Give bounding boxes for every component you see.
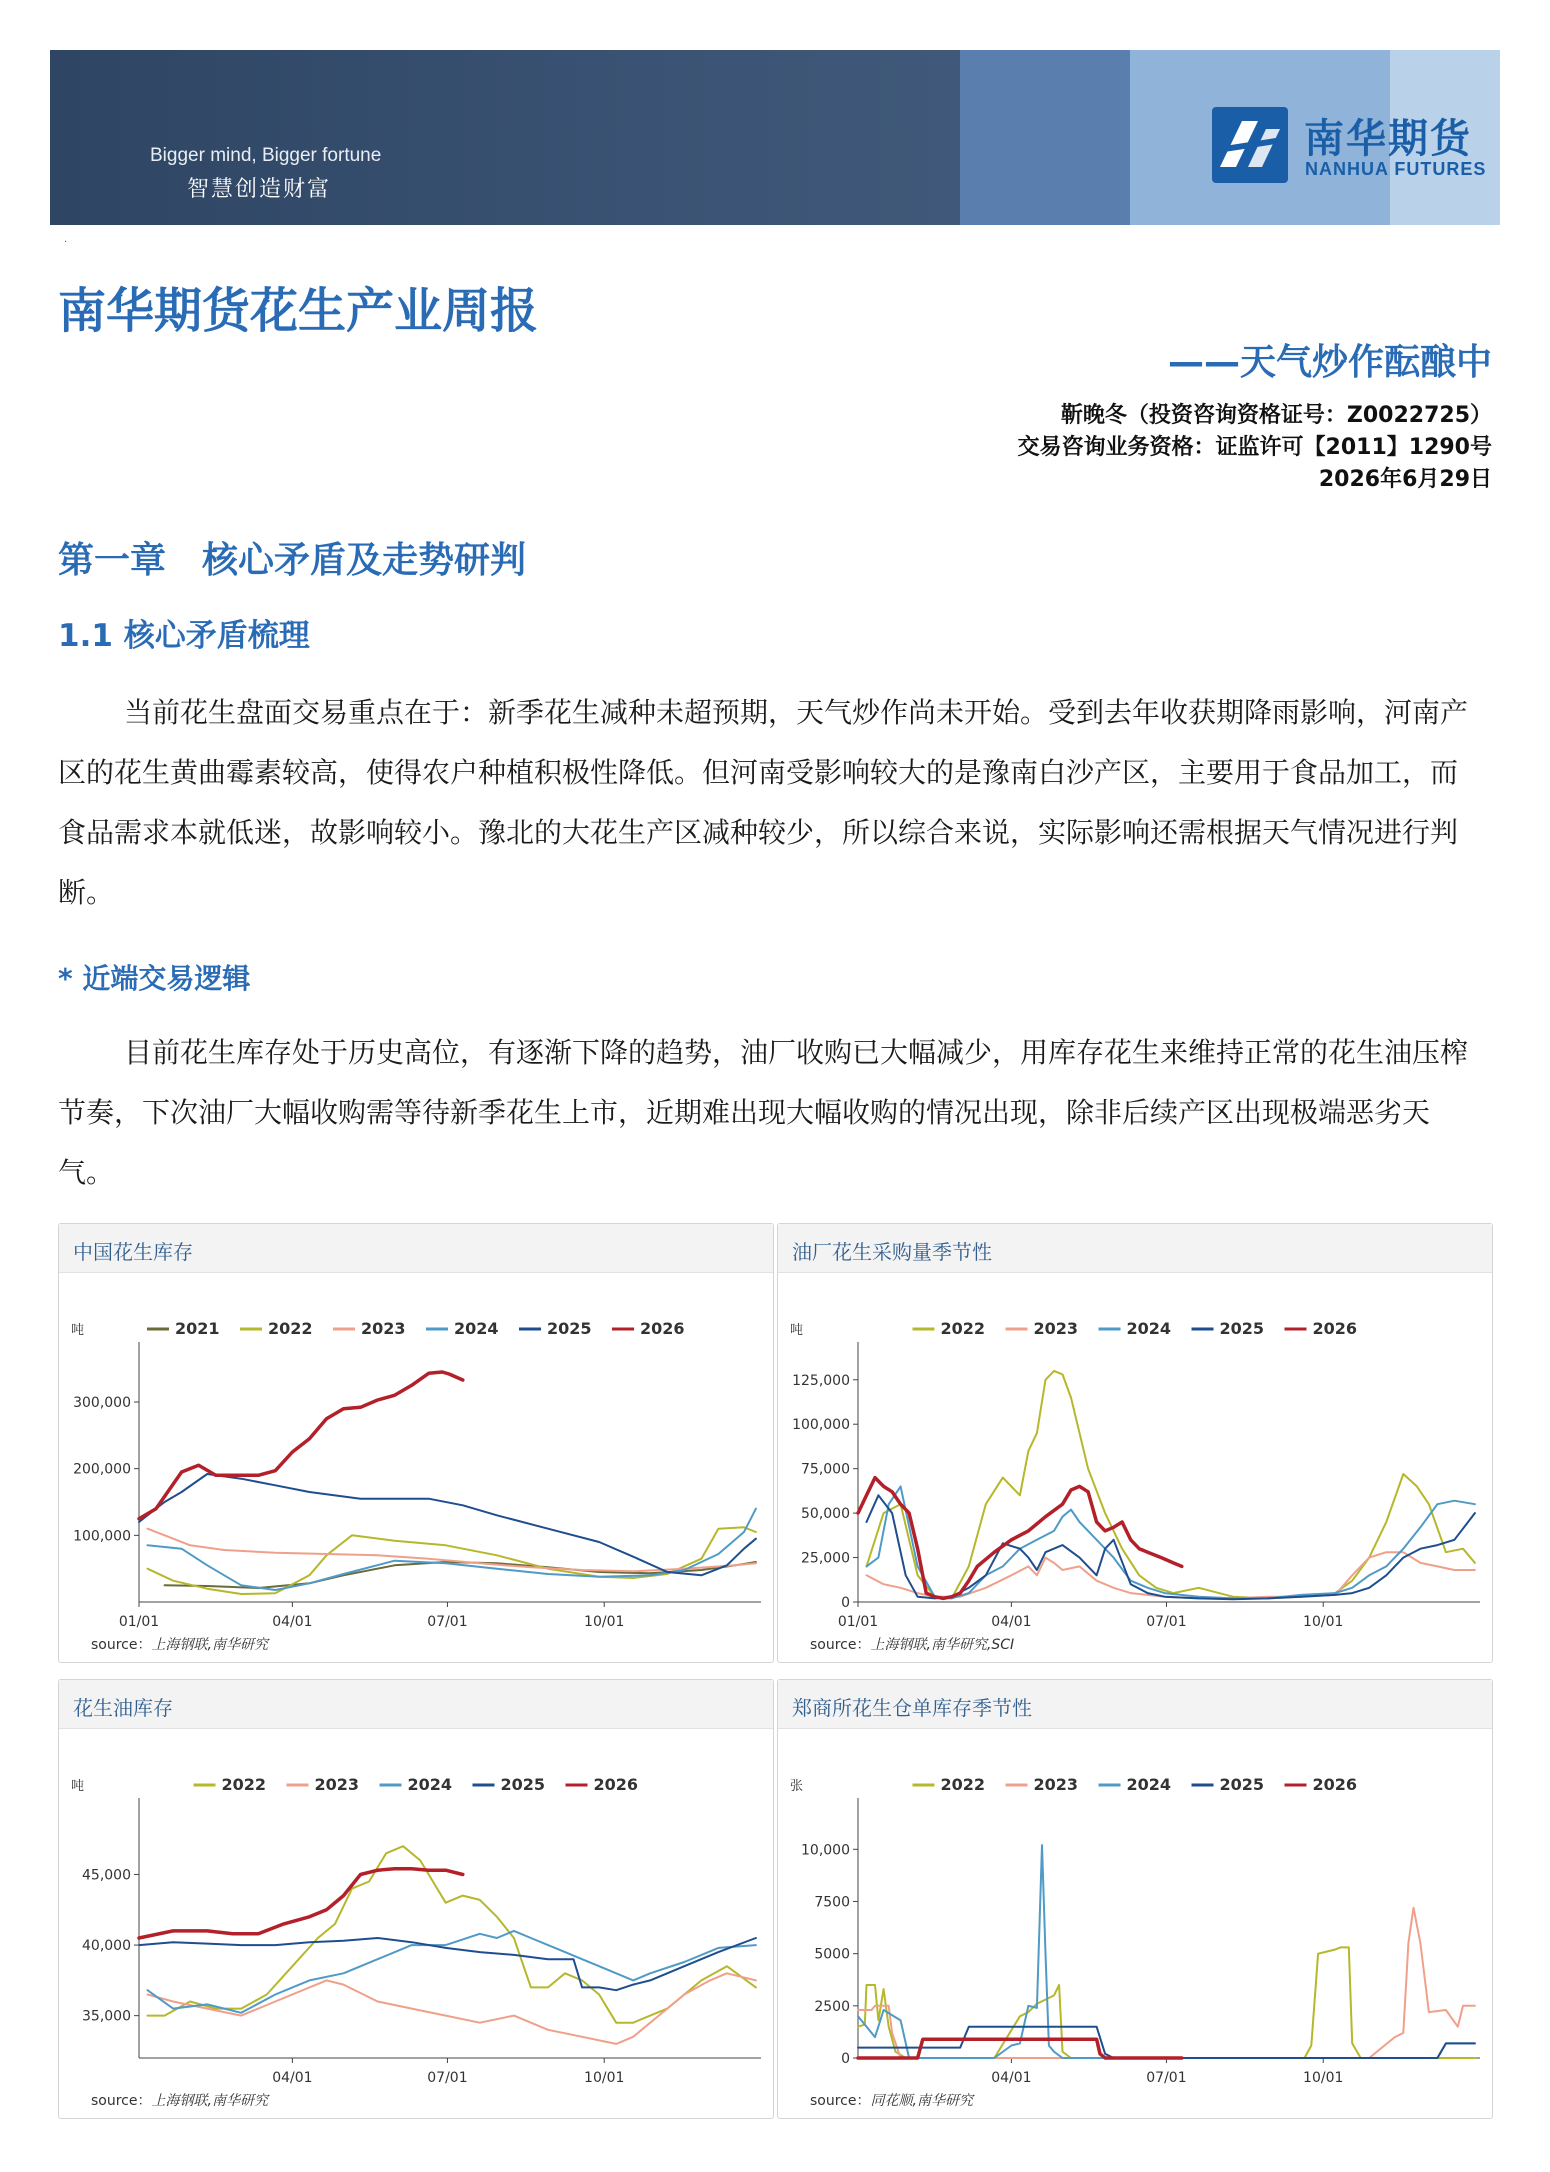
chapter-heading: 第一章 核心矛盾及走势研判	[58, 540, 527, 581]
series-line-2022	[858, 1947, 1475, 2058]
x-tick-label: 10/01	[1303, 2070, 1344, 2086]
legend-label: 2026	[1312, 1775, 1358, 1794]
series-line-2024	[867, 1486, 1475, 1598]
legend-label: 2022	[940, 1775, 986, 1794]
y-tick-label: 75,000	[801, 1461, 850, 1478]
chart-peanut-oil-inventory	[59, 1728, 773, 2086]
y-tick-label: 200,000	[73, 1461, 131, 1478]
legend-label: 2025	[1219, 1775, 1265, 1794]
y-axis-unit: 吨	[790, 1323, 804, 1338]
legend-label: 2024	[407, 1775, 453, 1794]
chart-source: source：上海钢联,南华研究	[91, 1637, 268, 1653]
logo-text-en: NANHUA FUTURES	[1305, 159, 1487, 179]
chart-title: 中国花生库存	[73, 1240, 193, 1264]
banner-band	[960, 50, 1130, 225]
paragraph-core-conflict: 当前花生盘面交易重点在于：新季花生减种未超预期，天气炒作尚未开始。受到去年收获期降雨影响，河南产区的花生黄曲霉素较高，使得农户种植积极性降低。但河南受影响较大的是豫南白沙产区，主要用于食品加工，而食品需求本就低迷，故影响较小。豫北的大花生产区减种较少，所以综合来说，实际影响还需根据天气情况进行判断。	[58, 696, 1469, 909]
legend-label: 2024	[1126, 1319, 1172, 1338]
legend-label: 2026	[593, 1775, 639, 1794]
legend-label: 2026	[640, 1319, 685, 1338]
chart-warehouse-receipts	[778, 1728, 1492, 2086]
y-axis-unit: 张	[790, 1779, 804, 1794]
x-tick-label: 04/01	[991, 1614, 1032, 1630]
subsection-heading: * 近端交易逻辑	[58, 962, 251, 995]
series-line-2025	[858, 2027, 1475, 2058]
y-tick-label: 25,000	[801, 1550, 850, 1567]
y-tick-label: 35,000	[82, 2008, 131, 2025]
legend-label: 2023	[361, 1319, 406, 1338]
report-title: 南华期货花生产业周报	[58, 283, 539, 339]
chart-title: 油厂花生采购量季节性	[792, 1240, 992, 1264]
legend-label: 2025	[547, 1319, 592, 1338]
stray-mark: .	[64, 234, 68, 245]
legend-label: 2023	[1033, 1319, 1079, 1338]
chart-panel-warehouse-receipts	[777, 1679, 1493, 2119]
y-tick-label: 300,000	[73, 1395, 131, 1411]
legend-label: 2025	[1219, 1319, 1265, 1338]
series-line-2024	[148, 1509, 756, 1590]
author-block	[1018, 400, 1492, 496]
x-tick-label: 10/01	[584, 1614, 625, 1630]
y-axis-unit: 吨	[71, 1323, 85, 1338]
section-heading: 1.1 核心矛盾梳理	[58, 618, 310, 654]
legend-label: 2022	[268, 1319, 313, 1338]
x-tick-label: 07/01	[1146, 2070, 1187, 2086]
y-tick-label: 2500	[814, 1998, 850, 2015]
chart-panel-peanut-inventory	[58, 1223, 774, 1663]
author-name: 靳晚冬（投资咨询资格证号：Z0022725）	[1060, 403, 1492, 428]
chart-oil-mill-purchase	[778, 1272, 1492, 1630]
legend-label: 2022	[221, 1775, 267, 1794]
x-tick-label: 10/01	[584, 2070, 625, 2086]
slogan-chinese: 智慧创造财富	[187, 177, 332, 202]
author-license: 交易咨询业务资格：证监许可【2011】1290号	[1017, 435, 1492, 460]
chart-title: 花生油库存	[73, 1696, 173, 1720]
x-tick-label: 07/01	[427, 1614, 468, 1630]
x-tick-label: 10/01	[1303, 1614, 1344, 1630]
legend-label: 2025	[500, 1775, 546, 1794]
x-tick-label: 07/01	[427, 2070, 468, 2086]
x-tick-label: 07/01	[1146, 1614, 1187, 1630]
x-tick-label: 01/01	[837, 1614, 879, 1630]
y-tick-label: 45,000	[82, 1867, 131, 1884]
y-tick-label: 0	[841, 1595, 850, 1611]
nanhua-logo	[1212, 105, 1497, 185]
series-line-2024	[858, 1845, 1475, 2058]
chart-panel-header	[778, 1680, 1492, 1729]
x-tick-label: 04/01	[272, 2070, 313, 2086]
logo-text-cn: 南华期货	[1304, 116, 1472, 162]
chart-panel-header	[59, 1224, 773, 1273]
logo-mark-icon	[1212, 107, 1288, 183]
y-tick-label: 10,000	[801, 1842, 850, 1859]
y-tick-label: 100,000	[73, 1528, 131, 1545]
y-tick-label: 0	[841, 2051, 850, 2067]
header-banner	[50, 50, 1500, 225]
legend-label: 2022	[940, 1319, 986, 1338]
series-line-2026	[139, 1372, 463, 1519]
chart-panel-peanut-oil-inventory	[58, 1679, 774, 2119]
series-line-2025	[867, 1495, 1475, 1599]
series-line-2025	[139, 1938, 756, 1990]
chart-source: source：上海钢联,南华研究	[91, 2093, 268, 2109]
series-line-2022	[867, 1371, 1475, 1599]
y-tick-label: 40,000	[82, 1938, 131, 1955]
x-tick-label: 04/01	[272, 1614, 313, 1630]
chart-source: source：同花顺,南华研究	[810, 2093, 973, 2109]
series-line-2023	[858, 1908, 1475, 2058]
chart-panel-oil-mill-purchase	[777, 1223, 1493, 1663]
chart-panel-header	[59, 1680, 773, 1729]
y-axis-unit: 吨	[71, 1779, 85, 1794]
legend-label: 2021	[175, 1319, 220, 1338]
legend-label: 2024	[1126, 1775, 1172, 1794]
chart-panel-header	[778, 1224, 1492, 1273]
paragraph-near-term: 目前花生库存处于历史高位，有逐渐下降的趋势，油厂收购已大幅减少，用库存花生来维持正常的花生油压榨节奏，下次油厂大幅收购需等待新季花生上市，近期难出现大幅收购的情况出现，除非后续产区出现极端恶劣天气。	[58, 1036, 1469, 1189]
x-tick-label: 01/01	[118, 1614, 160, 1630]
series-line-2024	[148, 1931, 756, 2013]
chart-title: 郑商所花生仓单库存季节性	[792, 1696, 1032, 1720]
y-tick-label: 50,000	[801, 1506, 850, 1523]
y-tick-label: 5000	[814, 1946, 850, 1963]
y-tick-label: 7500	[814, 1894, 850, 1911]
legend-label: 2024	[454, 1319, 499, 1338]
report-subtitle: ——天气炒作酝酿中	[1167, 342, 1492, 383]
chart-peanut-inventory	[59, 1272, 773, 1630]
y-tick-label: 100,000	[792, 1417, 850, 1434]
legend-label: 2023	[1033, 1775, 1079, 1794]
report-date: 2026年6月29日	[1318, 467, 1492, 492]
legend-label: 2023	[314, 1775, 360, 1794]
chart-source: source：上海钢联,南华研究,SCI	[810, 1637, 1015, 1653]
legend-label: 2026	[1312, 1319, 1358, 1338]
x-tick-label: 04/01	[991, 2070, 1032, 2086]
series-line-2026	[139, 1869, 463, 1938]
slogan-english: Bigger mind, Bigger fortune	[150, 145, 382, 166]
y-tick-label: 125,000	[792, 1372, 850, 1389]
